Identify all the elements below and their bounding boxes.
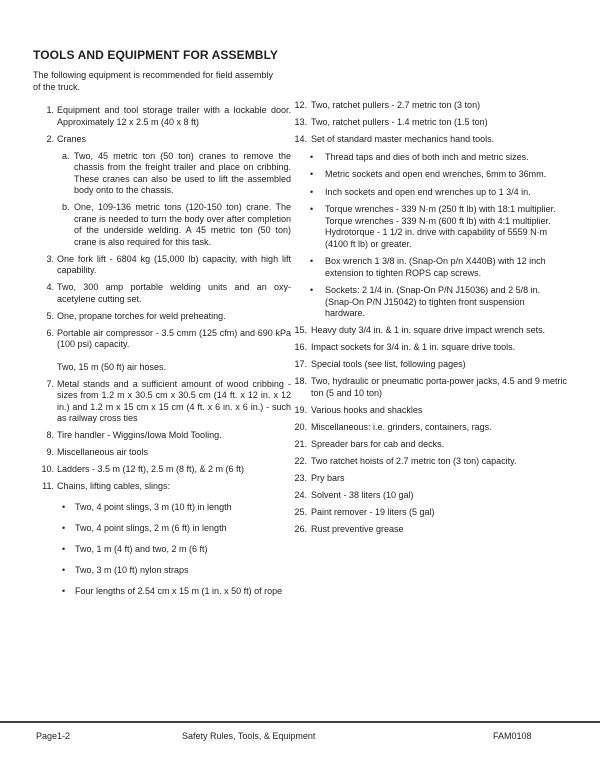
bullet-dot-icon: • (62, 523, 66, 533)
item-text: Spreader bars for cab and decks. (311, 438, 445, 449)
bullet-item (62, 565, 291, 577)
bullet-dot-icon: • (310, 256, 314, 266)
list-item (33, 254, 291, 277)
item-number: 24. (294, 489, 307, 500)
item-text: Miscellaneous: i.e. grinders, containers, rags. (311, 421, 492, 432)
item-text: Two, 3 m (10 ft) nylon straps (75, 565, 189, 575)
footer-section-title: Safety Rules, Tools, & Equipment (182, 731, 316, 741)
item-number: b. (62, 202, 70, 212)
item-number: 10. (41, 464, 54, 474)
item-text: Torque wrenches - 339 N·m (250 ft lb) with 18:1 multiplier. Torque wrenches - 339 N·m (600 ft lb) with 4:1 multiplier. Hydrotorque - 1 1/2 in. drive with capability of 5559 N·m (4100 ft lb) or greater. (325, 204, 556, 249)
item-text: Equipment and tool storage trailer with a lockable door. Approximately 12 x 2.5 m (40 x 8 ft) (57, 105, 291, 127)
list-item (62, 202, 291, 248)
bullet-dot-icon: • (62, 586, 66, 596)
list-item (291, 134, 567, 146)
item-number: 20. (294, 421, 307, 432)
list-item (291, 359, 567, 371)
list-item (291, 376, 567, 399)
item-text: One fork lift - 6804 kg (15,000 lb) capacity, with high lift capability. (57, 253, 291, 275)
item-number: 13. (294, 117, 307, 127)
intro-paragraph: The following equipment is recommended for field assembly of the truck. (33, 70, 273, 92)
bullet-dot-icon: • (310, 204, 314, 214)
list-item (33, 282, 291, 305)
bullet-item (310, 169, 567, 181)
item-number: 19. (294, 404, 307, 415)
item-text: One, propane torches for weld preheating. (57, 310, 226, 321)
item-text: Special tools (see list, following pages) (311, 359, 466, 369)
item-text: Two, hydraulic or pneumatic porta-power jacks, 4.5 and 9 metric ton (5 and 10 ton) (311, 376, 567, 398)
item-text: Metal stands and a sufficient amount of wood cribbing - sizes from 1.2 m x 30.5 cm x 30.5 cm (14 ft. x 12 in. x 12 in.) and 1.2 m x 15 cm x 15 cm (4 ft. x 6 in. x 6 in.) - such as railway cross ties (57, 378, 291, 423)
item-number: 9. (46, 447, 54, 457)
list-item (291, 439, 567, 451)
bullet-item (62, 502, 291, 514)
left-column (33, 48, 291, 598)
list-item (291, 422, 567, 434)
item-number: 25. (294, 506, 307, 517)
item-number: 16. (294, 342, 307, 352)
bullet-dot-icon: • (310, 169, 314, 179)
list-item (291, 325, 567, 337)
list-item (33, 105, 291, 128)
item-number: 5. (46, 310, 54, 321)
item-text: Paint remover - 19 liters (5 gal) (311, 506, 435, 517)
item-text: Four lengths of 2.54 cm x 15 m (1 in. x 50 ft) of rope (75, 586, 283, 596)
item-text: Ladders - 3.5 m (12 ft), 2.5 m (8 ft), & 2 m (6 ft) (57, 464, 245, 474)
item-text: Two, 4 point slings, 3 m (10 ft) in length (75, 502, 232, 512)
item-number: 1. (46, 105, 54, 115)
item-number: a. (62, 150, 70, 161)
item-number: 21. (294, 438, 307, 449)
list-item (33, 311, 291, 323)
item-number: 26. (294, 523, 307, 534)
bullet-item (62, 586, 291, 598)
item-text: Impact sockets for 3/4 in. & 1 in. square drive tools. (311, 342, 516, 352)
equipment-list-left (33, 105, 291, 598)
item-number: 6. (46, 327, 54, 338)
item-number: 17. (294, 359, 307, 369)
bullet-item (310, 285, 567, 320)
item-text: Two, 1 m (4 ft) and two, 2 m (6 ft) (75, 544, 208, 554)
item-text: Inch sockets and open end wrenches up to 1 3/4 in. (325, 186, 531, 197)
list-item (291, 507, 567, 519)
item-text: Two, 15 m (50 ft) air hoses. (57, 361, 167, 372)
list-item (33, 134, 291, 146)
item-number: 4. (46, 282, 54, 292)
item-number: 8. (46, 430, 54, 440)
list-item (291, 473, 567, 485)
bullet-dot-icon: • (62, 502, 66, 512)
item-text: Tire handler - Wiggins/Iowa Mold Tooling. (57, 430, 222, 440)
bullet-dot-icon: • (62, 544, 66, 554)
item-number: 3. (46, 253, 54, 264)
item-text: Two, ratchet pullers - 1.4 metric ton (1.5 ton) (311, 117, 488, 127)
item-number: 12. (294, 100, 307, 110)
item-text: One, 109-136 metric tons (120-150 ton) crane. The crane is needed to turn the body over after completion of the underside welding. A 45 metric ton (50 ton) crane is also required for this task. (74, 202, 291, 247)
item-text: Two, 45 metric ton (50 ton) cranes to remove the chassis from the freight trailer and place on cribbing. These cranes can also be used to lift the assembled body onto to the chassis. (74, 150, 291, 195)
right-column (291, 100, 567, 598)
item-text: Two, 4 point slings, 2 m (6 ft) in length (75, 523, 227, 533)
list-item (33, 328, 291, 351)
item-text: Sockets: 2 1/4 in. (Snap-On P/N J15036) and 2 5/8 in. (Snap-On P/N J15042) to tighten front suspension hardware. (325, 285, 541, 318)
item-text: Box wrench 1 3/8 in. (Snap-On p/n X440B) with 12 inch extension to tighten ROPS cap screws. (325, 256, 546, 278)
bullet-item (310, 256, 567, 279)
item-text: Two, ratchet pullers - 2.7 metric ton (3 ton) (311, 100, 481, 110)
list-item (62, 151, 291, 197)
item-text: Miscellaneous air tools (57, 447, 149, 457)
list-item (291, 405, 567, 417)
list-item (291, 490, 567, 502)
list-item (33, 379, 291, 425)
list-item (291, 100, 567, 112)
list-item (33, 447, 291, 459)
bullet-item (310, 187, 567, 199)
item-text: Portable air compressor - 3.5 cmm (125 cfm) and 690 kPa (100 psi) capacity. (57, 327, 291, 349)
footer-doc-code: FAM0108 (493, 731, 532, 741)
item-number: 7. (46, 378, 54, 389)
item-text: Heavy duty 3/4 in. & 1 in. square drive impact wrench sets. (311, 325, 546, 335)
bullet-item (62, 523, 291, 535)
item-text: Cranes (57, 133, 87, 144)
item-text: Rust preventive grease (311, 523, 404, 534)
item-text: Chains, lifting cables, slings: (57, 481, 171, 491)
list-item (57, 362, 291, 374)
list-item (33, 430, 291, 442)
bullet-item (62, 544, 291, 556)
item-text: Thread taps and dies of both inch and metric sizes. (325, 151, 529, 162)
item-text: Pry bars (311, 472, 345, 483)
list-item (33, 481, 291, 493)
bullet-dot-icon: • (62, 565, 66, 575)
item-number: 22. (294, 455, 307, 466)
list-item (291, 117, 567, 129)
bullet-dot-icon: • (310, 151, 314, 162)
item-number: 23. (294, 472, 307, 483)
list-item (291, 524, 567, 536)
item-text: Metric sockets and open end wrenches, 6mm to 36mm. (325, 169, 547, 179)
list-item (33, 464, 291, 476)
item-text: Two, 300 amp portable welding units and an oxy-acetylene cutting set. (57, 282, 291, 304)
bullet-item (310, 152, 567, 164)
item-text: Two ratchet hoists of 2.7 metric ton (3 ton) capacity. (311, 455, 517, 466)
footer (0, 731, 600, 743)
item-text: Various hooks and shackles (311, 404, 423, 415)
item-text: Solvent - 38 liters (10 gal) (311, 489, 414, 500)
page-title: TOOLS AND EQUIPMENT FOR ASSEMBLY (33, 48, 278, 62)
item-number: 18. (294, 376, 307, 386)
item-number: 15. (294, 325, 307, 335)
bullet-item (310, 204, 567, 250)
item-number: 2. (46, 133, 54, 144)
list-item (291, 342, 567, 354)
item-number: 14. (294, 134, 307, 144)
item-number: 11. (42, 481, 54, 491)
equipment-list-right (291, 100, 567, 535)
bullet-dot-icon: • (310, 285, 314, 295)
footer-page-number: Page1-2 (36, 731, 71, 741)
item-text: Set of standard master mechanics hand tools. (311, 134, 495, 144)
bullet-dot-icon: • (310, 186, 314, 197)
list-item (291, 456, 567, 468)
footer-divider (0, 721, 600, 723)
